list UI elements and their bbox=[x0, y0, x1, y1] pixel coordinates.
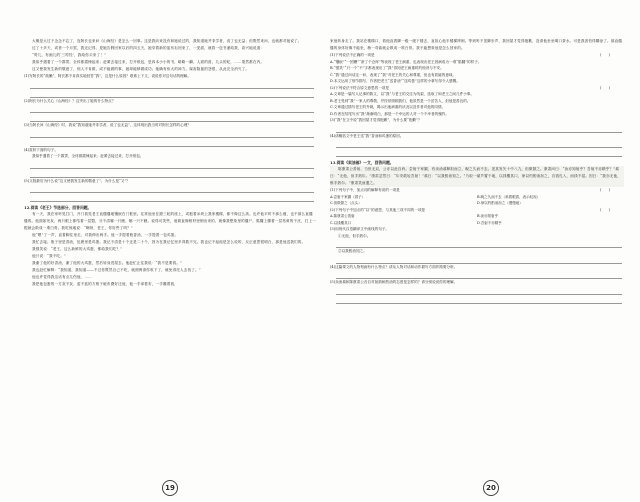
question: (3)用现代汉语翻译文中画线的句子。 bbox=[330, 227, 389, 231]
option[interactable]: A.文章是一篇写人记事的散文，以“我”与老王的交往为线索，选取了和老王之间几件小事。 bbox=[330, 92, 474, 96]
question: (4)赏析下面的句子。 bbox=[24, 147, 58, 152]
question: (1)下列说法不正确的一项是 ( ) bbox=[330, 53, 610, 57]
answer-line[interactable] bbox=[30, 193, 314, 202]
question: (4)这篇课文的人物刻画有什么特点？请从人物对话和动作描写方面作简要分析。 bbox=[330, 264, 458, 269]
answer-line[interactable] bbox=[30, 129, 314, 138]
option[interactable]: D.作者在结尾写出“我”渐渐明白，那是一个幸运的人对一个不幸者的愧怍。 bbox=[330, 111, 449, 116]
option[interactable]: A.陈康肃公善射 bbox=[330, 214, 355, 218]
answer-line[interactable] bbox=[336, 124, 622, 133]
passage-paragraph: “哥儿，有画儿的‘三哼经’，我给你买来了！” bbox=[32, 53, 106, 57]
option[interactable]: A.尝射于家圃（园子） bbox=[330, 194, 366, 199]
page-number: 19 bbox=[162, 480, 178, 496]
answer-line[interactable] bbox=[30, 113, 314, 122]
passage-paragraph: 我忙去接。瓶子里是香油，包裹里是鸡蛋。我记不清是十个还是二十个，因为在我记忆里多得数不完。我也记不起他是怎么说的，反正意思很明白，那是他送我们的。 bbox=[32, 240, 306, 244]
question: (3)“我”在文中说“我回屋才觉得抱歉”，为什么要“抱歉”？ bbox=[330, 118, 422, 122]
passage-paragraph: 有一天，我在家听见打门，开门看见老王直僵僵地镶嵌在门框里。往常他坐在蹬三轮的座上，或抱着冰块上我家楼梯，都不像这么高。也许他平时不那么瘦，也不那么直僵僵的。他面如死灰，两只眼上都结着一层翳，分不清哪一只瞎，哪一只不瞎。说得可笑些，他简直像棺材里倒出来的，就像我想象里的僵尸，骷髅上绷着一层枯黄的干皮，打上一棍就会散成一堆白骨。我吃惊地说：“啊呀，老王，你好些了吗？” bbox=[24, 212, 316, 230]
passage-paragraph: 我把他包蛋的一方灰不灰、蓝不蓝的方格子破布叠好还他，他一手拿着布，一手攥着钱， bbox=[32, 282, 179, 286]
option[interactable]: D.本文运用了细节描写，作者把老王“送香油”“送鸡蛋”这样的小事写得令人感慨。 bbox=[330, 79, 460, 83]
section-13-heading: 13.阅读《卖油翁》一文，回答问题。 bbox=[330, 160, 394, 165]
passage-paragraph: 他只说：“我不吃。” bbox=[32, 254, 66, 258]
option[interactable]: B.“强笑”“只一个“不”字都表现出了“我”得知老王病重时的惊讶与不安。 bbox=[330, 66, 444, 70]
page-number: 20 bbox=[483, 480, 499, 496]
answer-line[interactable] bbox=[336, 286, 622, 295]
question: (1)写阿长的“疏懒”，阿长都不肯真实地回答“我”，这是什么原因？联系上下文，说说你对这句话的理解。 bbox=[24, 74, 191, 78]
passage-paragraph: 家他转身走了。我站在楼梯口，看他直着脚一级一级下楼去，直担心他半楼梯摔倒。等到听不见脚步声，我回屋才觉得抱歉，没请他坐坐喝口茶水。可是我害怕得糊涂了。那直僵僵的身体好像不能坐，稍一弯曲就会散成一堆白骨。我不能想象他是怎么回家的。 bbox=[330, 39, 623, 50]
answer-line[interactable] bbox=[336, 255, 622, 264]
answer-line[interactable] bbox=[30, 184, 314, 193]
right-page bbox=[330, 38, 624, 484]
question: (1)下列句子中，加点词的解释有误的一项是 ( ) bbox=[330, 188, 610, 192]
passage-paragraph: 我谢了他的好香油，谢了他的大鸡蛋，然后转身进屋去。他赶忙止住我说：“我不是要钱。” bbox=[32, 261, 182, 265]
option[interactable]: C.文章通过描写老王的外貌，揭示出他病重的状况以及作者对他的同情。 bbox=[330, 105, 446, 109]
answer-line[interactable] bbox=[30, 89, 314, 98]
question: (2)阿长为什么关心《山海经》？这突出了她的什么特点？ bbox=[24, 98, 116, 103]
classical-passage: 陈康肃公善射，当世无双，公亦以此自矜。尝射于家圃，有卖油翁释担而立，睨之久而不去。见其发矢十中八九，但微颔之。康肃问曰：“汝亦知射乎？吾射不亦精乎？”翁曰：“无他，但手熟尔。”康肃忿然曰：“尔安敢轻吾射！”翁曰：“以我酌油知之。”乃取一葫芦置于地，以钱覆其口，徐以杓酌油沥之，自钱孔入，而钱不湿。因曰：“我亦无他，惟手熟尔。”康肃笑而遣之。 bbox=[330, 166, 624, 187]
passage-paragraph: 我似乎遇着了一个霹雳，全体都震悚起来；赶紧去接过来，打开纸包，是四本小小的书，略略一翻，人面的兽，九头的蛇，……果然都在内。 bbox=[32, 60, 265, 64]
answer-line[interactable] bbox=[30, 80, 314, 89]
option[interactable]: C.“我”通过问话这一问，表现了“我”对老王的关心和尊重，但也有质疑的意味。 bbox=[330, 72, 457, 77]
answer-line[interactable] bbox=[336, 139, 622, 148]
answer-line[interactable] bbox=[336, 239, 622, 248]
answer-line[interactable] bbox=[30, 160, 314, 169]
answer-line[interactable] bbox=[336, 148, 622, 157]
question: (2)下列句子中加点的“以”的意思，与其他三项不同的一项是 ( ) bbox=[330, 207, 610, 212]
sub-question: ②以我酌油知之。 bbox=[338, 249, 367, 253]
passage-paragraph: 过了十多天，或者一个月罢，我还记得，是她告假回家以后的四五天，她穿着新的蓝布衫回来了，一见面，就将一包书递给我，高兴地说道： bbox=[32, 46, 265, 50]
option[interactable]: C.但微颔之（点头） bbox=[330, 201, 362, 205]
left-page bbox=[24, 38, 316, 484]
passage-paragraph: 大概是太过于念念不忘了，连阿长也来问《山海经》是怎么一回事。这是我向来没有和她说过的，我知道她并非学者，说了也无益；但既然来问，也就都对她说了。 bbox=[32, 39, 302, 43]
passage-paragraph: 我也赶忙解释：“我知道，我知道——不过你既然自己不吃，就照例请你收下了，就免得托人去找了。” bbox=[32, 268, 201, 272]
quoted-sentence: 我似乎遇着了一个霹雳，全体都震悚起来；赶紧去接过来，打开纸包。 bbox=[32, 154, 144, 158]
option[interactable]: D.徐以杓酌油沥之（慢慢地） bbox=[477, 201, 523, 205]
answer-line[interactable] bbox=[336, 295, 622, 304]
answer-line[interactable] bbox=[336, 270, 622, 279]
question: (5)文段最后为什么说“这又使我发生新的敬意了”，为什么是“又”？ bbox=[24, 178, 130, 183]
question: (2)下列说法不符合原文意思的一项是 ( ) bbox=[330, 85, 610, 90]
passage-paragraph: 我强笑说：“老王，这么新鲜的大鸡蛋，都给我们吃？” bbox=[32, 247, 123, 251]
passage-paragraph: 他“嗯”了一声，直着脚往里走，对我伸出两手。他一手提着瓶香油，一手提着一包鸡蛋。 bbox=[32, 233, 179, 237]
answer-line[interactable] bbox=[30, 169, 314, 178]
option[interactable]: A.“镶嵌”“一团糟”“滚了个仓库”等表现了老王病重，也表现出老王因病成为一堆“骷髅”的样子。 bbox=[330, 59, 482, 64]
option[interactable]: B.睨之久而不去（斜着眼看，表示轻视） bbox=[477, 194, 541, 199]
sub-question: ①无他，但手熟尔。 bbox=[338, 233, 371, 238]
answer-line[interactable] bbox=[30, 138, 314, 147]
option[interactable]: C.以钱覆其口 bbox=[330, 220, 352, 225]
question: (5)卖油翁和陈康肃公各自对射箭和酌油的态度是怎样的？请分别说说你的理解。 bbox=[330, 280, 458, 284]
option[interactable]: D.吾射不亦精乎 bbox=[477, 220, 502, 225]
question: (3)当阿长问《山海经》时，我说“我知道她并非学者，说了也无益”，这体现出我当时对阿长怎样的心理？ bbox=[24, 123, 191, 127]
passage-paragraph: 这又使我发生新的敬意了，别人不肯做，或不能做的事，她却能够做成功。她确有伟大的神力。谋害隐鼠的怨恨，从此完全消灭了。 bbox=[32, 67, 250, 71]
answer-line[interactable] bbox=[30, 104, 314, 113]
option[interactable]: B.汝亦知射乎 bbox=[477, 214, 499, 218]
passage-paragraph: 他也许觉得我这话有点儿伤他，…… bbox=[32, 275, 92, 279]
option[interactable]: B.老王受到“我”一家人的尊敬，并经常照顾我们，他虽然是一个贫苦人，但他是善良的。 bbox=[330, 98, 471, 103]
section-12-heading: 12.阅读《老王》节选部分，回答问题。 bbox=[24, 205, 92, 210]
question: (4)请概括文中老王送“我”香油和鸡蛋的原因。 bbox=[330, 133, 404, 138]
